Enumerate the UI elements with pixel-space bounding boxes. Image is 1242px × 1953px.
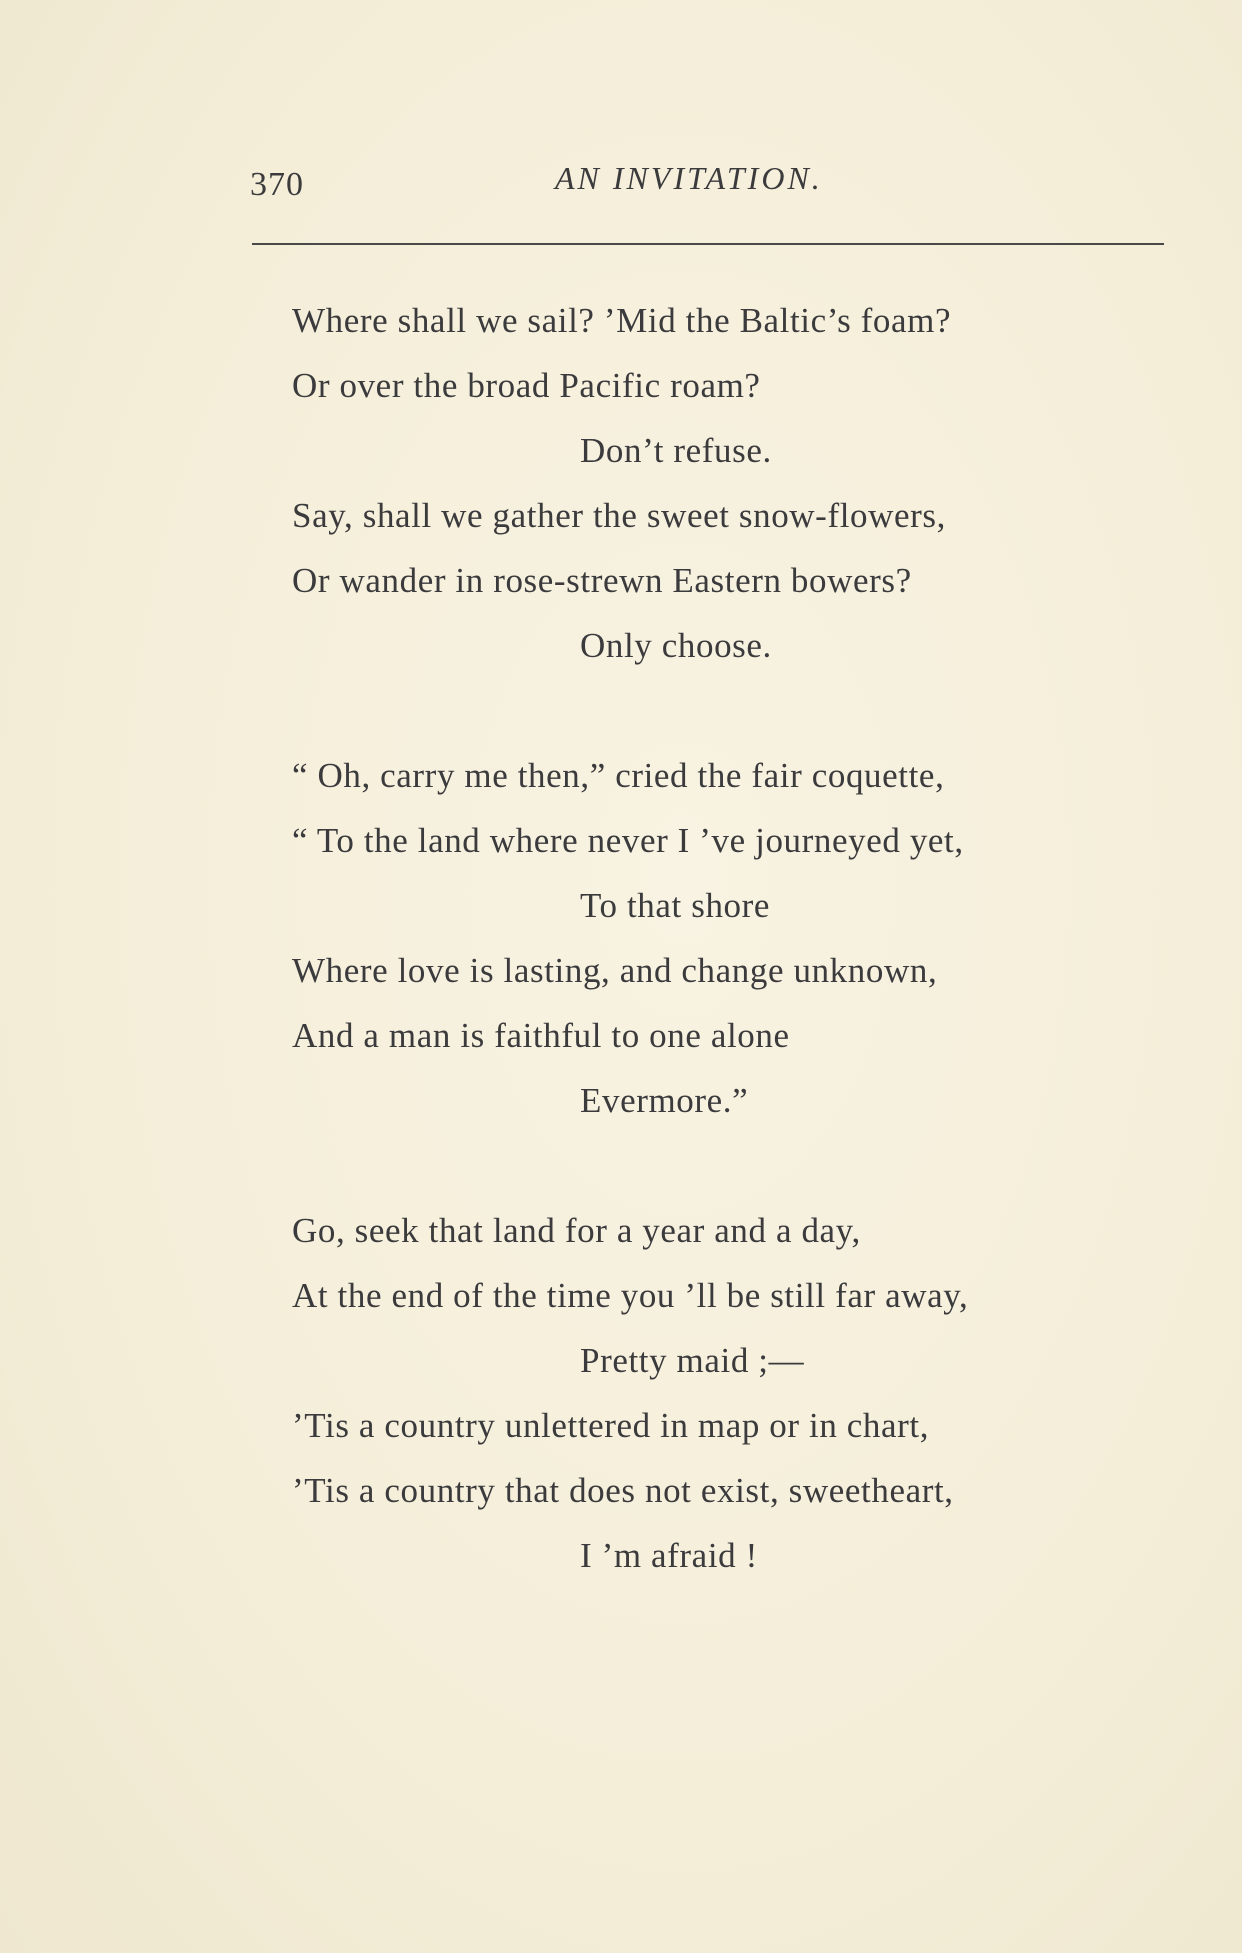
poem-line: Or over the broad Pacific roam? <box>292 366 761 405</box>
poem-line: Don’t refuse. <box>580 431 772 470</box>
poem-line: To that shore <box>580 886 771 925</box>
poem-line: And a man is faithful to one alone <box>292 1016 790 1055</box>
poem-line: Only choose. <box>580 626 772 665</box>
poem-line: “ Oh, carry me then,” cried the fair coquette, <box>292 756 945 795</box>
stanza <box>292 743 1112 1133</box>
stanza <box>292 288 1112 678</box>
poem-line: ’Tis a country that does not exist, sweetheart, <box>292 1471 954 1510</box>
page-header <box>250 160 1170 210</box>
poem-line: Go, seek that land for a year and a day, <box>292 1211 861 1250</box>
poem-line: Say, shall we gather the sweet snow-flowers, <box>292 496 946 535</box>
poem <box>292 288 1112 1588</box>
poem-line: ’Tis a country unlettered in map or in chart, <box>292 1406 930 1445</box>
poem-line: “ To the land where never I ’ve journeyed yet, <box>292 821 964 860</box>
running-title: AN INVITATION. <box>555 160 823 196</box>
poem-line: Where love is lasting, and change unknown, <box>292 951 938 990</box>
stanza <box>292 1198 1112 1588</box>
poem-line: At the end of the time you ’ll be still far away, <box>292 1276 969 1315</box>
poem-line: Pretty maid ;— <box>580 1341 805 1380</box>
page-number: 370 <box>250 166 304 203</box>
header-rule <box>252 243 1164 245</box>
poem-line: Or wander in rose-strewn Eastern bowers? <box>292 561 912 600</box>
poem-line: I ’m afraid ! <box>580 1536 758 1575</box>
poem-line: Evermore.” <box>580 1081 749 1120</box>
poem-line: Where shall we sail? ’Mid the Baltic’s foam? <box>292 301 952 340</box>
